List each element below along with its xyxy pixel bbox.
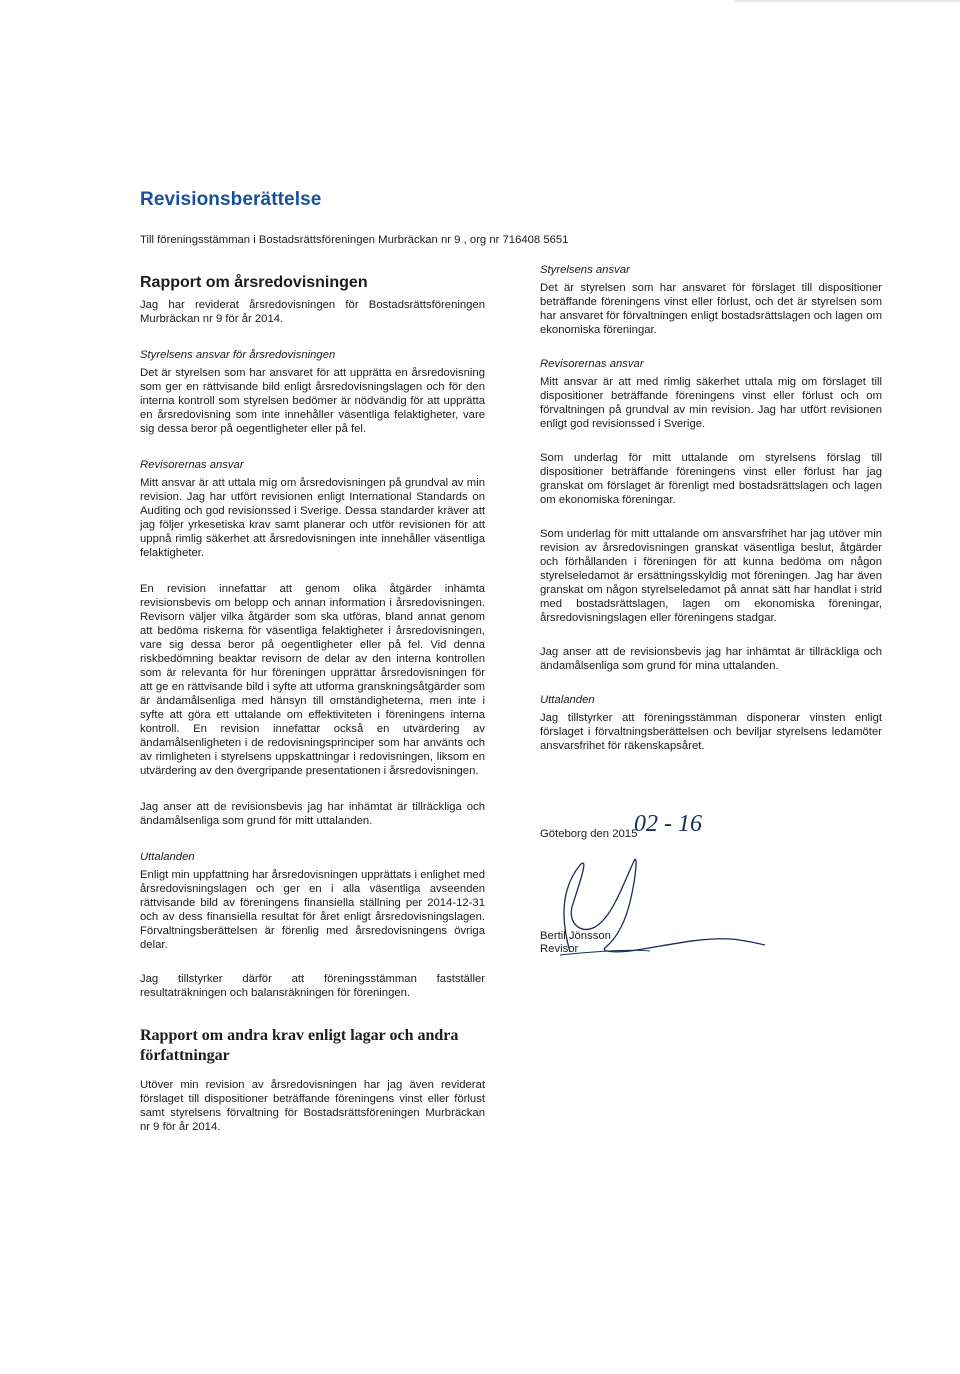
- opinion-text: Enligt min uppfattning har årsredovisningen upprättats i enlighet med årsredovisningslagen och ger en i alla väsentliga avseenden rättvisande bild av föreningens finansiella ställning per 2014-12-31 och av dess finansiella resultat för året enligt årsredovisningslagen. Förvaltningsberättelsen är förenlig med årsredovisningens övriga delar.: [140, 869, 485, 951]
- board-responsibility-heading-2: Styrelsens ansvar: [540, 264, 630, 276]
- recipient-line: Till föreningsstämman i Bostadsrättsföreningen Murbräckan nr 9 , org nr 716408 5651: [140, 234, 569, 246]
- auditor-responsibility-heading-2: Revisorernas ansvar: [540, 358, 644, 370]
- discharge-review-text: Som underlag för mitt uttalande om ansvarsfrihet har jag utöver min revision av årsredovisningen granskat väsentliga beslut, åtgärder och förhållanden i föreningen för att kunna bedöma om någon styrelseledamot är ersättningsskyldig mot föreningen. Jag har även granskat om någon styrelseledamot på annat sätt har handlat i strid med bostadsrättslagen, lagen om ekonomiska föreningar, årsredovisningslagen eller föreningens stadgar.: [540, 528, 882, 624]
- board-responsibility-heading: Styrelsens ansvar för årsredovisningen: [140, 349, 336, 361]
- signer-name: Bertil Jönsson: [540, 930, 611, 942]
- signature-block: [540, 811, 882, 955]
- report-intro: Jag har reviderat årsredovisningen för Bostadsrättsföreningen Murbräckan nr 9 för år 2014.: [140, 299, 485, 325]
- opinion-text-2: Jag tillstyrker att föreningsstämman disponerar vinsten enligt förslaget i förvaltningsberättelsen och beviljar styrelsens ledamöter ansvarsfrihet för räkenskapsåret.: [540, 712, 882, 752]
- top-edge-line: [735, 0, 960, 2]
- opinion-heading-2: Uttalanden: [540, 694, 595, 706]
- other-requirements-heading: Rapport om andra krav enligt lagar och andra författningar: [140, 1027, 459, 1064]
- signer-role: Revisor: [540, 943, 579, 955]
- signature-place-date: Göteborg den 2015: [540, 828, 638, 840]
- opinion-heading: Uttalanden: [140, 851, 195, 863]
- report-heading: Rapport om årsredovisningen: [140, 274, 368, 291]
- board-responsibility-text: Det är styrelsen som har ansvaret för att upprätta en årsredovisning som ger en rättvisande bild enligt årsredovisningslagen och för den interna kontroll som styrelsen bedömer är nödvändig för att upprätta en årsredovisning som inte innehåller väsentliga felaktigheter, vare sig dessa beror på oegentligheter eller på fel.: [140, 367, 485, 435]
- audit-procedures-text: En revision innefattar att genom olika åtgärder inhämta revisionsbevis om belopp och annan information i årsredovisningen. Revisorn väljer vilka åtgärder som ska utföras, bland annat genom att bedöma riskerna för väsentliga felaktigheter i årsredovisningen, vare sig dessa beror på oegentligheter eller på fel. Vid denna riskbedömning beaktar revisorn de delar av den interna kontrollen som är relevanta för hur föreningen upprättar årsredovisningen för att ge en rättvisande bild i syfte att utforma granskningsåtgärder som är ändamålsenliga med hänsyn till omständigheterna, men inte i syfte att göra ett uttalande om effektiviteten i föreningens interna kontroll. En revision innefattar också en utvärdering av ändamålsenligheten i de redovisningsprinciper som har använts och av rimligheten i styrelsens uppskattningar i redovisningen, liksom en utvärdering av den övergripande presentationen i årsredovisningen.: [140, 583, 485, 777]
- evidence-text-2: Jag anser att de revisionsbevis jag har inhämtat är tillräckliga och ändamålsenliga som grund för mina uttalanden.: [540, 646, 882, 672]
- right-column: [540, 263, 882, 955]
- proposal-review-text: Som underlag för mitt uttalande om styrelsens förslag till dispositioner beträffande föreningens vinst eller förlust har jag granskat om förslaget är förenligt med bostadsrättslagen och lagen om ekonomiska föreningar.: [540, 452, 882, 506]
- evidence-text: Jag anser att de revisionsbevis jag har inhämtat är tillräckliga och ändamålsenliga som grund för mitt uttalanden.: [140, 801, 485, 827]
- auditor-responsibility-text-2: Mitt ansvar är att med rimlig säkerhet uttala mig om förslaget till dispositioner beträffande föreningens vinst eller förlust och om förvaltningen på grundval av min revision. Jag har utfört revisionen enligt god revisionssed i Sverige.: [540, 376, 882, 430]
- signer-info: [540, 930, 611, 956]
- auditor-responsibility-text: Mitt ansvar är att uttala mig om årsredovisningen på grundval av min revision. Jag har utfört revisionen enligt International Standards on Auditing och god revisionssed i Sverige. Dessa standarder kräver att jag följer yrkesetiska krav samt planerar och utför revisionen för att uppnå rimlig säkerhet att årsredovisningen inte innehåller väsentliga felaktigheter.: [140, 477, 485, 559]
- other-requirements-intro: Utöver min revision av årsredovisningen har jag även reviderat förslaget till dispositioner beträffande föreningens vinst eller förlust samt styrelsens förvaltning för Bostadsrättsföreningen Murbräckan nr 9 för år 2014.: [140, 1079, 485, 1133]
- handwritten-date: 02 - 16: [634, 811, 702, 837]
- auditor-responsibility-heading: Revisorernas ansvar: [140, 459, 244, 471]
- adoption-text: Jag tillstyrker därför att föreningsstämman fastställer resultaträkningen och balansräkningen för föreningen.: [140, 973, 485, 999]
- document-title: Revisionsberättelse: [140, 189, 322, 210]
- board-responsibility-text-2: Det är styrelsen som har ansvaret för förslaget till dispositioner beträffande föreningens vinst eller förlust, och det är styrelsen som har ansvaret för förvaltningen enligt bostadsrättslagen och lagen om ekonomiska föreningar.: [540, 282, 882, 336]
- left-column: [140, 276, 485, 1134]
